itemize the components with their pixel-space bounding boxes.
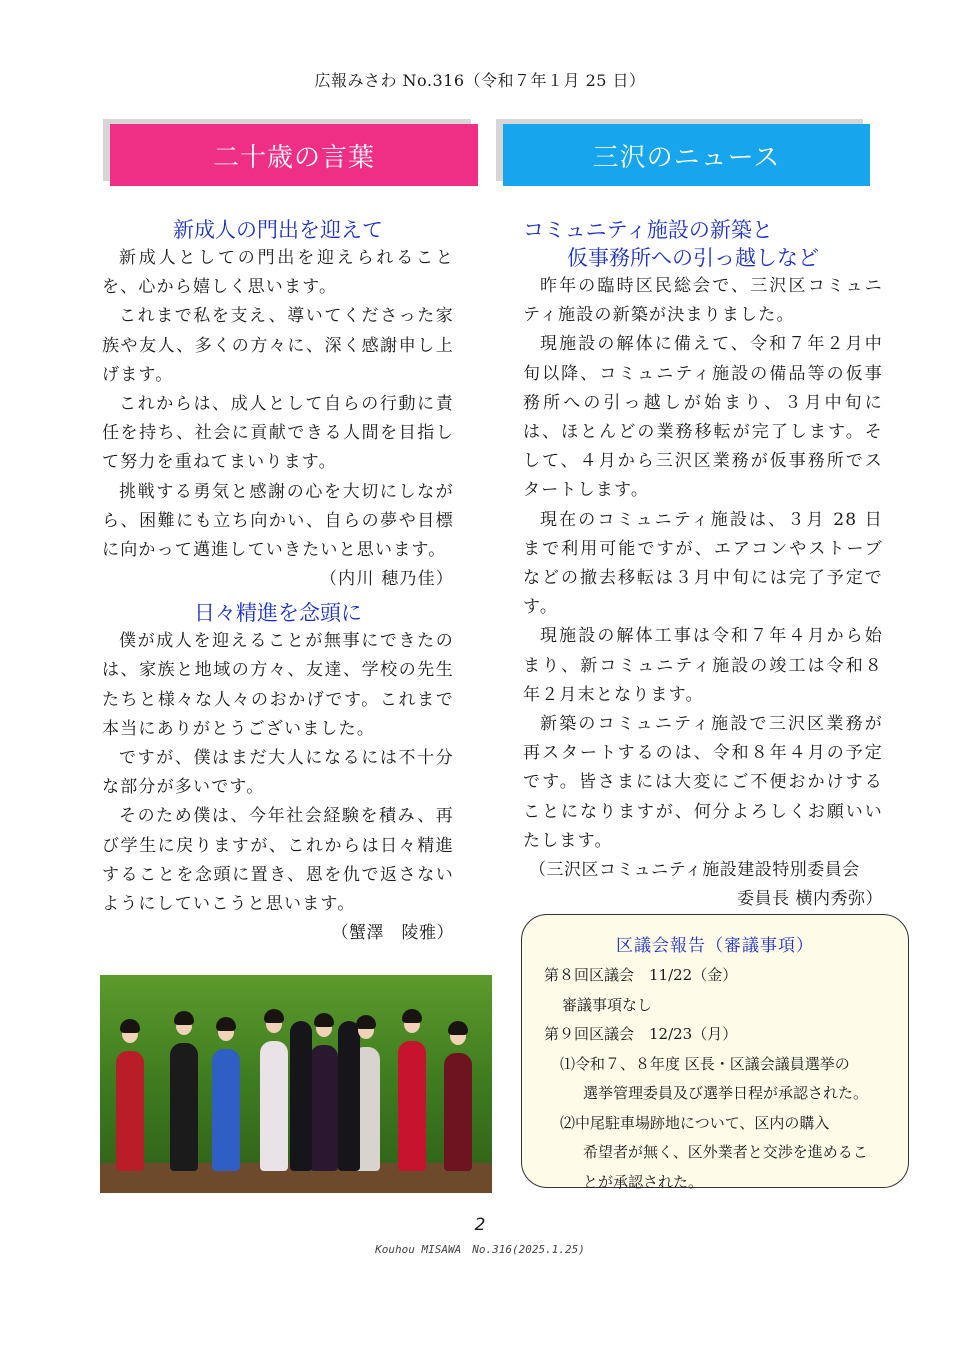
person-figure [310,1045,338,1171]
article2-paragraph: そのため僕は、今年社会経験を積み、再び学生に戻りますが、これからは日々精進することを念頭に置き、恩を仇で返さないようにしていこうと思います。 [102,806,454,915]
article1-author: （内川 穂乃佳） [319,569,454,590]
person-figure [290,1021,312,1171]
person-figure [398,1041,426,1171]
person-hair [402,1009,422,1023]
person-hair [216,1017,236,1031]
person-figure [212,1049,240,1171]
article1-paragraph-text: 挑戦する勇気と感謝の心を大切にしながら、困難にも立ち向かい、自らの夢や目標に向かって邁進していきたいと思います。 [102,481,454,561]
report-item-cont: 選挙管理委員及び選挙日程が承認された。 [583,1084,869,1102]
article1-paragraph: これからは、成人として自らの行動に責任を持ち、社会に貢献できる人間を目指して努力を重ねてまいります。 [102,394,454,473]
news-paragraph: 現在のコミュニティ施設は、３月 28 日まで利用可能ですが、エアコンやストーブなどの撤去移転は３月中旬には完了予定です。 [523,509,883,618]
person-hair [120,1019,140,1033]
report-body [544,961,894,1197]
article1-paragraph [102,478,454,590]
council-report-box [521,914,909,1191]
news-heading [523,216,883,272]
person-figure [444,1053,472,1171]
article2-paragraph: ですが、僕はまだ大人になるには不十分な部分が多いです。 [102,748,454,798]
news-author-line1: （三沢区コミュニティ施設建設特別委員会 [529,860,860,881]
report-item: ⑴令和７、８年度 区長・区議会議員選挙の [560,1054,850,1073]
article2-heading: 日々精進を念頭に [194,601,362,626]
person-hair [264,1009,284,1023]
news-paragraph: 昨年の臨時区民総会で、三沢区コミュニティ施設の新築が決まりました。 [523,276,883,326]
meeting9-line: 第９回区議会 12/23（月） [544,1025,738,1043]
group-photo [100,975,492,1193]
person-figure [116,1051,144,1171]
report-item-cont: 希望者が無く、区外業者と交渉を進めるこ [583,1143,868,1161]
person-figure [260,1041,288,1171]
person-hair [356,1015,376,1029]
report-title: 区議会報告（審議事項） [616,936,814,956]
person-figure [170,1043,198,1171]
issue-header: 広報みさわ No.316（令和７年１月 25 日） [314,71,646,90]
news-heading-line1: コミュニティ施設の新築と [523,218,773,242]
article1-paragraph: これまで私を支え、導いてくださった家族や友人、多くの方々に、深く感謝申し上げます。 [102,306,454,385]
article1-heading: 新成人の門出を迎えて [173,218,383,242]
person-hair [174,1011,194,1025]
person-hair [314,1013,334,1027]
footer-issue: Kouhou MISAWA No.316(2025.1.25) [375,1243,585,1256]
section-banner-news: 三沢のニュース [503,124,870,186]
report-item-cont: とが承認された。 [583,1172,704,1191]
news-paragraph: 現施設の解体に備えて、令和７年２月中旬以降、コミュニティ施設の備品等の仮事務所への引っ越しが始まり、３月中旬には、ほとんどの業務移転が完了します。そして、４月から三沢区業務が仮事務所でスタートします。 [523,334,883,501]
news-author-line2: 委員長 横内秀弥） [737,889,883,910]
news-paragraph: 新築のコミュニティ施設で三沢区業務が再スタートするのは、令和８年４月の予定です。皆さまには大変にご不便おかけすることになりますが、何分よろしくお願いいたします。 [523,714,883,851]
meeting8-note: 審議事項なし [562,995,653,1014]
right-column [523,216,883,914]
article1-paragraph: 新成人としての門出を迎えられることを、心から嬉しく思います。 [102,248,454,298]
article2-paragraph: 僕が成人を迎えることが無事にできたのは、家族と地域の方々、友達、学校の先生たちと様々な人々のおかげです。これまで本当にありがとうございました。 [102,631,454,739]
report-item: ⑵中尾駐車場跡地について、区内の購入 [560,1113,830,1132]
section-banner-twenty: 二十歳の言葉 [110,124,478,186]
article2-author: （蟹澤 陵雅） [331,923,454,944]
person-figure [338,1021,360,1171]
meeting8-line: 第８回区議会 11/22（金） [544,966,738,984]
page-number: 2 [474,1215,486,1235]
left-column [102,216,454,948]
news-paragraph: 現施設の解体工事は令和７年４月から始まり、新コミュニティ施設の竣工は令和８年２月末となります。 [523,626,883,705]
person-hair [448,1021,468,1035]
news-heading-line2: 仮事務所への引っ越しなど [567,246,819,270]
